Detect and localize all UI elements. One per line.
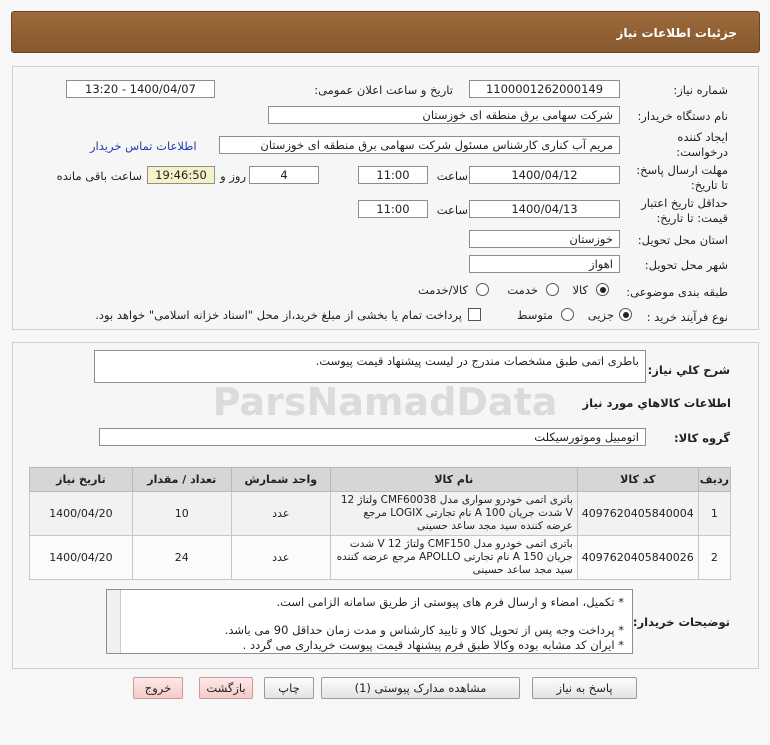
cell-qty: 24 (132, 536, 231, 580)
cell-code: 4097620405840004 (577, 492, 698, 536)
province-field: خوزستان (469, 230, 620, 248)
price-time-label: ساعت (436, 203, 468, 217)
notes-line: * ایران کد مشابه بوده وکالا طبق فرم پیشنهاد قیمت پیوست خریداری می گردد . (242, 638, 624, 652)
category-option-goods-service: کالا/خدمت (417, 283, 468, 297)
cell-code: 4097620405840026 (577, 536, 698, 580)
goods-group-field: اتومبیل وموتورسیکلت (99, 428, 646, 446)
table-row (30, 536, 731, 580)
summary-label: شرح کلي نياز: (647, 363, 730, 377)
province-label: استان محل تحویل: (637, 233, 728, 247)
exit-button[interactable]: خروج (133, 677, 183, 699)
goods-group-label: گروه کالا: (674, 431, 730, 445)
col-date: تاریخ نیاز (30, 468, 133, 492)
announce-label: تاریخ و ساعت اعلان عمومی: (314, 83, 453, 97)
need-number-label: شماره نیاز: (673, 83, 728, 97)
summary-text: باطری اتمی طبق مشخصات مندرج در لیست پیشنهاد قیمت پیوست. (315, 354, 639, 368)
cell-date: 1400/04/20 (30, 536, 133, 580)
send-deadline-label-2: تا تاریخ: (690, 178, 728, 192)
notes-line: * تکمیل، امضاء و ارسال فرم های پیوستی از طریق سامانه الزامی است. (276, 595, 624, 609)
cell-name: باتری اتمی خودرو مدل CMF150 ولتاژ 12 V شدت جریان 150 A نام تجارتی APOLLO مرجع عرضه کننده سید مجد ساعد حسینی (330, 536, 577, 580)
category-option-service: خدمت (507, 283, 538, 297)
remaining-time-field: 19:46:50 (147, 166, 215, 184)
col-name: نام کالا (330, 468, 577, 492)
send-time-label: ساعت (436, 169, 468, 183)
summary-box (94, 350, 646, 383)
goods-table (29, 467, 731, 580)
category-radio-goods[interactable] (596, 283, 609, 296)
category-radio-goods-service[interactable] (476, 283, 489, 296)
announce-datetime-field: 1400/04/07 - 13:20 (66, 80, 215, 98)
watermark: ParsNamadData (212, 380, 558, 424)
send-time-field: 11:00 (358, 166, 428, 184)
creator-label-2: درخواست: (676, 145, 728, 159)
notes-scrollbar[interactable] (107, 590, 121, 653)
send-deadline-label-1: مهلت ارسال پاسخ: (636, 163, 728, 177)
treasury-checkbox[interactable] (468, 308, 481, 321)
table-row (30, 492, 731, 536)
category-label: طبقه بندی موضوعی: (626, 285, 728, 299)
process-radio-minor[interactable] (619, 308, 632, 321)
notes-label: توضیحات خریدار: (632, 615, 730, 629)
process-option-minor: جزیی (587, 308, 614, 322)
price-date-field: 1400/04/13 (469, 200, 620, 218)
cell-unit: عدد (231, 536, 330, 580)
price-validity-label-2: قیمت: تا تاریخ: (656, 211, 728, 225)
cell-row: 2 (698, 536, 730, 580)
creator-field: مریم آب کناری کارشناس مسئول شرکت سهامی برق منطقه ای خوزستان (219, 136, 620, 154)
days-label: روز و (220, 169, 246, 183)
remaining-label: ساعت باقی مانده (56, 169, 142, 183)
cell-name: باتری اتمی خودرو سواری مدل CMF60038 ولتاژ 12 V شدت جریان 100 A نام تجارتی LOGIX مرجع عرضه کننده سید مجد ساعد حسینی (330, 492, 577, 536)
treasury-note: پرداخت تمام یا بخشی از مبلغ خرید،از محل "اسناد خزانه اسلامی" خواهد بود. (95, 308, 462, 322)
goods-section-title: اطلاعات کالاهاي مورد نياز (582, 396, 731, 410)
notes-box[interactable] (106, 589, 633, 654)
buyer-org-field: شرکت سهامی برق منطقه ای خوزستان (268, 106, 620, 124)
need-number-field: 1100001262000149 (469, 80, 620, 98)
buyer-contact-link[interactable]: اطلاعات تماس خریدار (90, 139, 197, 153)
reply-button[interactable]: پاسخ به نیاز (532, 677, 637, 699)
city-field: اهواز (469, 255, 620, 273)
col-qty: تعداد / مقدار (132, 468, 231, 492)
view-attachments-button[interactable]: مشاهده مدارک پیوستی (1) (321, 677, 520, 699)
send-date-field: 1400/04/12 (469, 166, 620, 184)
category-radio-service[interactable] (546, 283, 559, 296)
col-row: ردیف (698, 468, 730, 492)
goods-table-header (30, 468, 731, 492)
page-header (11, 11, 760, 53)
col-unit: واحد شمارش (231, 468, 330, 492)
col-code: کد کالا (577, 468, 698, 492)
price-time-field: 11:00 (358, 200, 428, 218)
days-field: 4 (249, 166, 319, 184)
process-radio-medium[interactable] (561, 308, 574, 321)
print-button[interactable]: چاپ (264, 677, 314, 699)
price-validity-label-1: حداقل تاریخ اعتبار (641, 196, 728, 210)
notes-line: * پرداخت وجه پس از تحویل کالا و تایید کارشناس و مدت زمان حداقل 90 می باشد. (224, 623, 624, 637)
back-button[interactable]: بازگشت (199, 677, 253, 699)
city-label: شهر محل تحویل: (644, 258, 728, 272)
cell-unit: عدد (231, 492, 330, 536)
category-option-goods: کالا (572, 283, 588, 297)
buyer-org-label: نام دستگاه خریدار: (637, 109, 728, 123)
creator-label-1: ایجاد کننده (677, 130, 728, 144)
cell-date: 1400/04/20 (30, 492, 133, 536)
page-title: جزئیات اطلاعات نیاز (616, 26, 737, 40)
process-option-medium: متوسط (516, 308, 553, 322)
cell-qty: 10 (132, 492, 231, 536)
process-label: نوع فرآیند خرید : (646, 310, 728, 324)
cell-row: 1 (698, 492, 730, 536)
